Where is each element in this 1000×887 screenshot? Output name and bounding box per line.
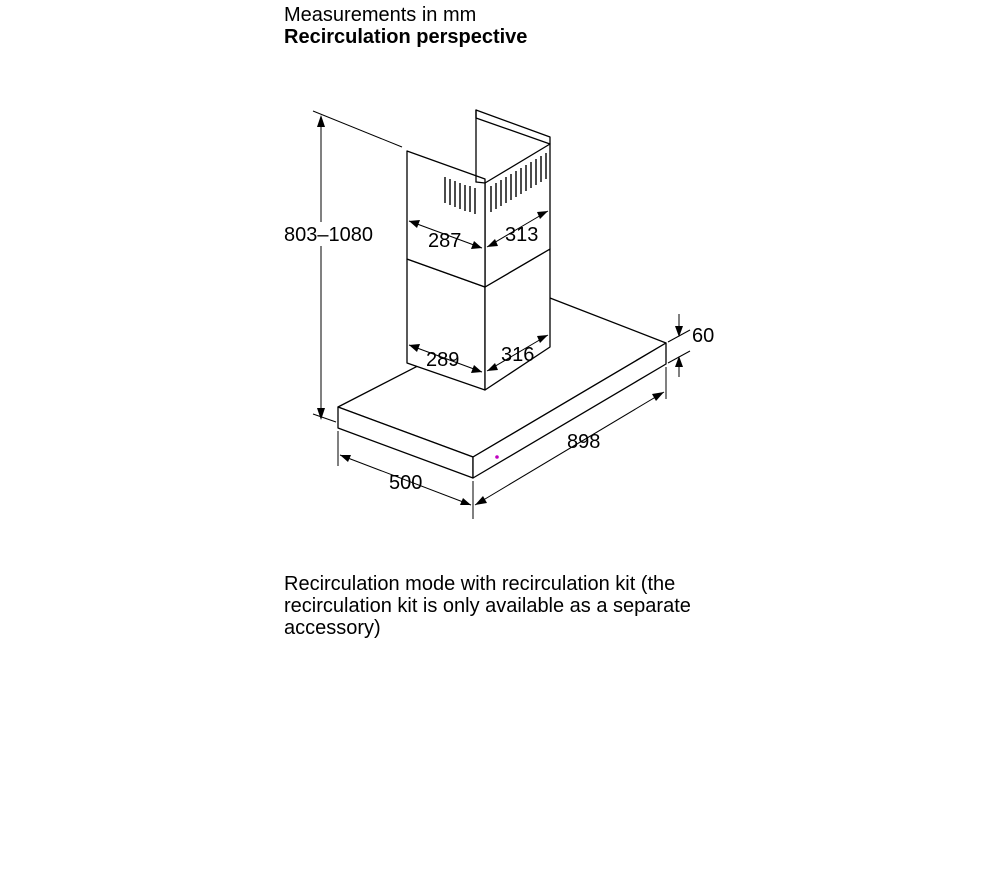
dimension-total-height — [284, 111, 402, 422]
recirculation-note: Recirculation mode with recirculation kit (the recirculation kit is only available as a separate accessory) — [284, 573, 691, 639]
diagram-subtitle: Recirculation perspective — [284, 26, 528, 48]
upper-chimney-back-panel — [476, 110, 550, 144]
label-canopy-depth: 500 — [389, 472, 423, 494]
label-lower-chimney-width: 289 — [426, 349, 460, 371]
upper-chimney — [407, 110, 550, 287]
label-upper-chimney-depth: 313 — [505, 224, 539, 246]
label-upper-chimney-width: 287 — [428, 230, 462, 252]
label-lower-chimney-depth: 316 — [501, 344, 535, 366]
indicator-light-icon — [495, 455, 499, 459]
dimension-canopy-thickness — [668, 314, 714, 377]
diagram-title: Measurements in mm — [284, 4, 477, 26]
label-canopy-thickness: 60 — [692, 325, 715, 347]
label-canopy-width: 898 — [567, 431, 601, 453]
label-total-height: 803–1080 — [284, 224, 373, 246]
